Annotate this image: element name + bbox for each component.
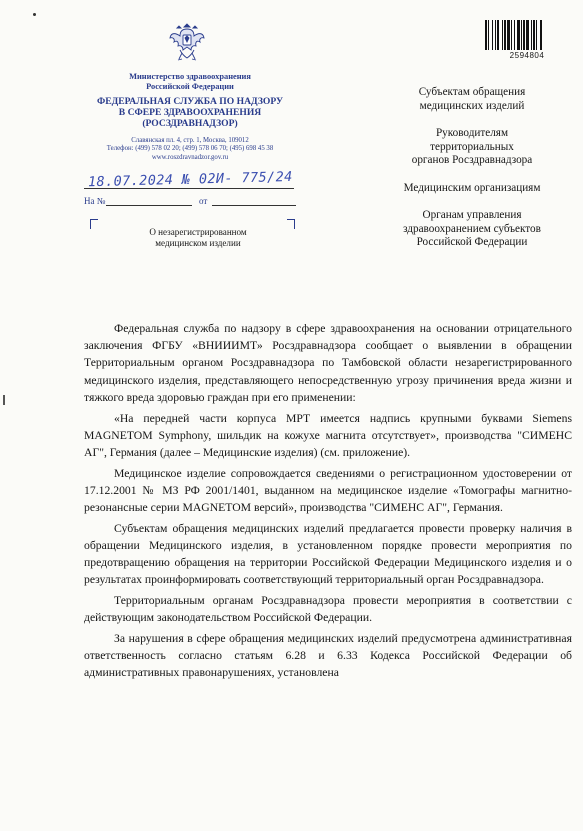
recipient-line: органов Росздравнадзора [411,154,533,166]
recipient-entry [372,209,572,250]
recipient-entry [372,127,572,168]
subject-line: медицинском изделии [155,238,241,248]
service-name [76,96,304,129]
reference-number-label: На № [84,196,106,206]
recipient-line: Медицинским организациям [403,181,541,194]
barcode-icon [484,20,570,50]
reference-date-line [212,205,296,206]
body-paragraph: Субъектам обращения медицинских изделий предлагается провести проверку наличия в обращении Медицинского изделия, в установленном порядке провести мероприятия по предотвращению обращения на территории Российской Федерации Медицинского изделия и о результатах проинформировать соответствующий территориальный орган Росздравнадзора. [84,521,572,587]
registration-number: 18.07.2024 № 02И- 775/24 [87,168,293,191]
body-paragraph: «На передней части корпуса МРТ имеется надпись крупными буквами Siemens MAGNETOM Symphony, шильдик на кожухе магнита отсутствует», производства "СИМЕНС АГ", Германия (далее – Медицинские изделия) (см. приложение). [84,411,572,459]
body-paragraph: За нарушения в сфере обращения медицинских изделий предусмотрена административная ответственность согласно статьям 6.28 и 6.33 Кодекса Российской Федерации об административных правонарушениях, установлена [84,631,572,680]
recipient-line: Субъектам обращения [418,86,526,98]
recipients-block [372,86,572,264]
address-line: www.roszdravnadzor.gov.ru [151,153,229,161]
recipient-entry [372,86,572,113]
subject-bracket-right [287,219,295,229]
body-paragraph: Федеральная служба по надзору в сфере здравоохранения на основании отрицательного заключения ФГБУ «ВНИИИМТ» Росздравнадзора сообщает о выявлении в обращении Территориальным органом Росздравнадзора по Тамбовской области незарегистрированного медицинского изделия, представляющего непосредственную угрозу причинения вреда жизни и тяжкого вреда здоровью граждан при его применении: [84,322,572,404]
scan-dot [33,13,36,16]
russian-coat-of-arms-icon [168,20,206,66]
reference-number-line [106,205,192,206]
recipient-line: медицинских изделий [419,99,525,112]
body-paragraph: Территориальным органам Росздравнадзора провести мероприятия в соответствии с действующим законодательством Российской Федерации. [84,594,572,625]
recipient-entry [372,182,572,196]
address-line: Телефон: (499) 578 02 20; (499) 578 06 70; (495) 698 45 38 [106,145,274,153]
recipient-line: Российской Федерации [416,236,528,248]
service-line: В СФЕРЕ ЗДРАВООХРАНЕНИЯ [118,107,262,118]
subject-line: О незарегистрированном [149,227,247,237]
service-line: (РОСЗДРАВНАДЗОР) [142,118,238,129]
recipient-line: Органам управления [422,209,522,221]
address-line: Славянская пл. 4, стр. 1, Москва, 109012 [131,137,249,144]
letter-body [84,320,572,685]
subject-bracket-left [90,219,98,229]
margin-mark [3,395,5,405]
registration-underline [84,188,294,189]
recipient-line: Руководителям [435,127,509,139]
recipient-line: здравоохранением субъектов [403,222,541,235]
reference-date-label: от [199,196,208,206]
ministry-line: Российской Федерации [146,82,234,91]
letter-subject [118,227,278,249]
recipient-line: территориальных [430,140,514,153]
barcode-number: 2594804 [509,51,545,60]
ministry-line: Министерство здравоохранения [129,72,251,81]
body-paragraph: Медицинское изделие сопровождается сведениями о регистрационном удостоверении от 17.12.2001 № МЗ РФ 2001/1401, выданном на медицинское изделие «Томографы магнитно-резонансные серии MAGNETOM версий», производства "СИМЕНС АГ", Германия. [84,466,572,515]
service-line: ФЕДЕРАЛЬНАЯ СЛУЖБА ПО НАДЗОРУ [96,96,284,107]
ministry-name [80,72,300,92]
service-address [74,137,306,162]
